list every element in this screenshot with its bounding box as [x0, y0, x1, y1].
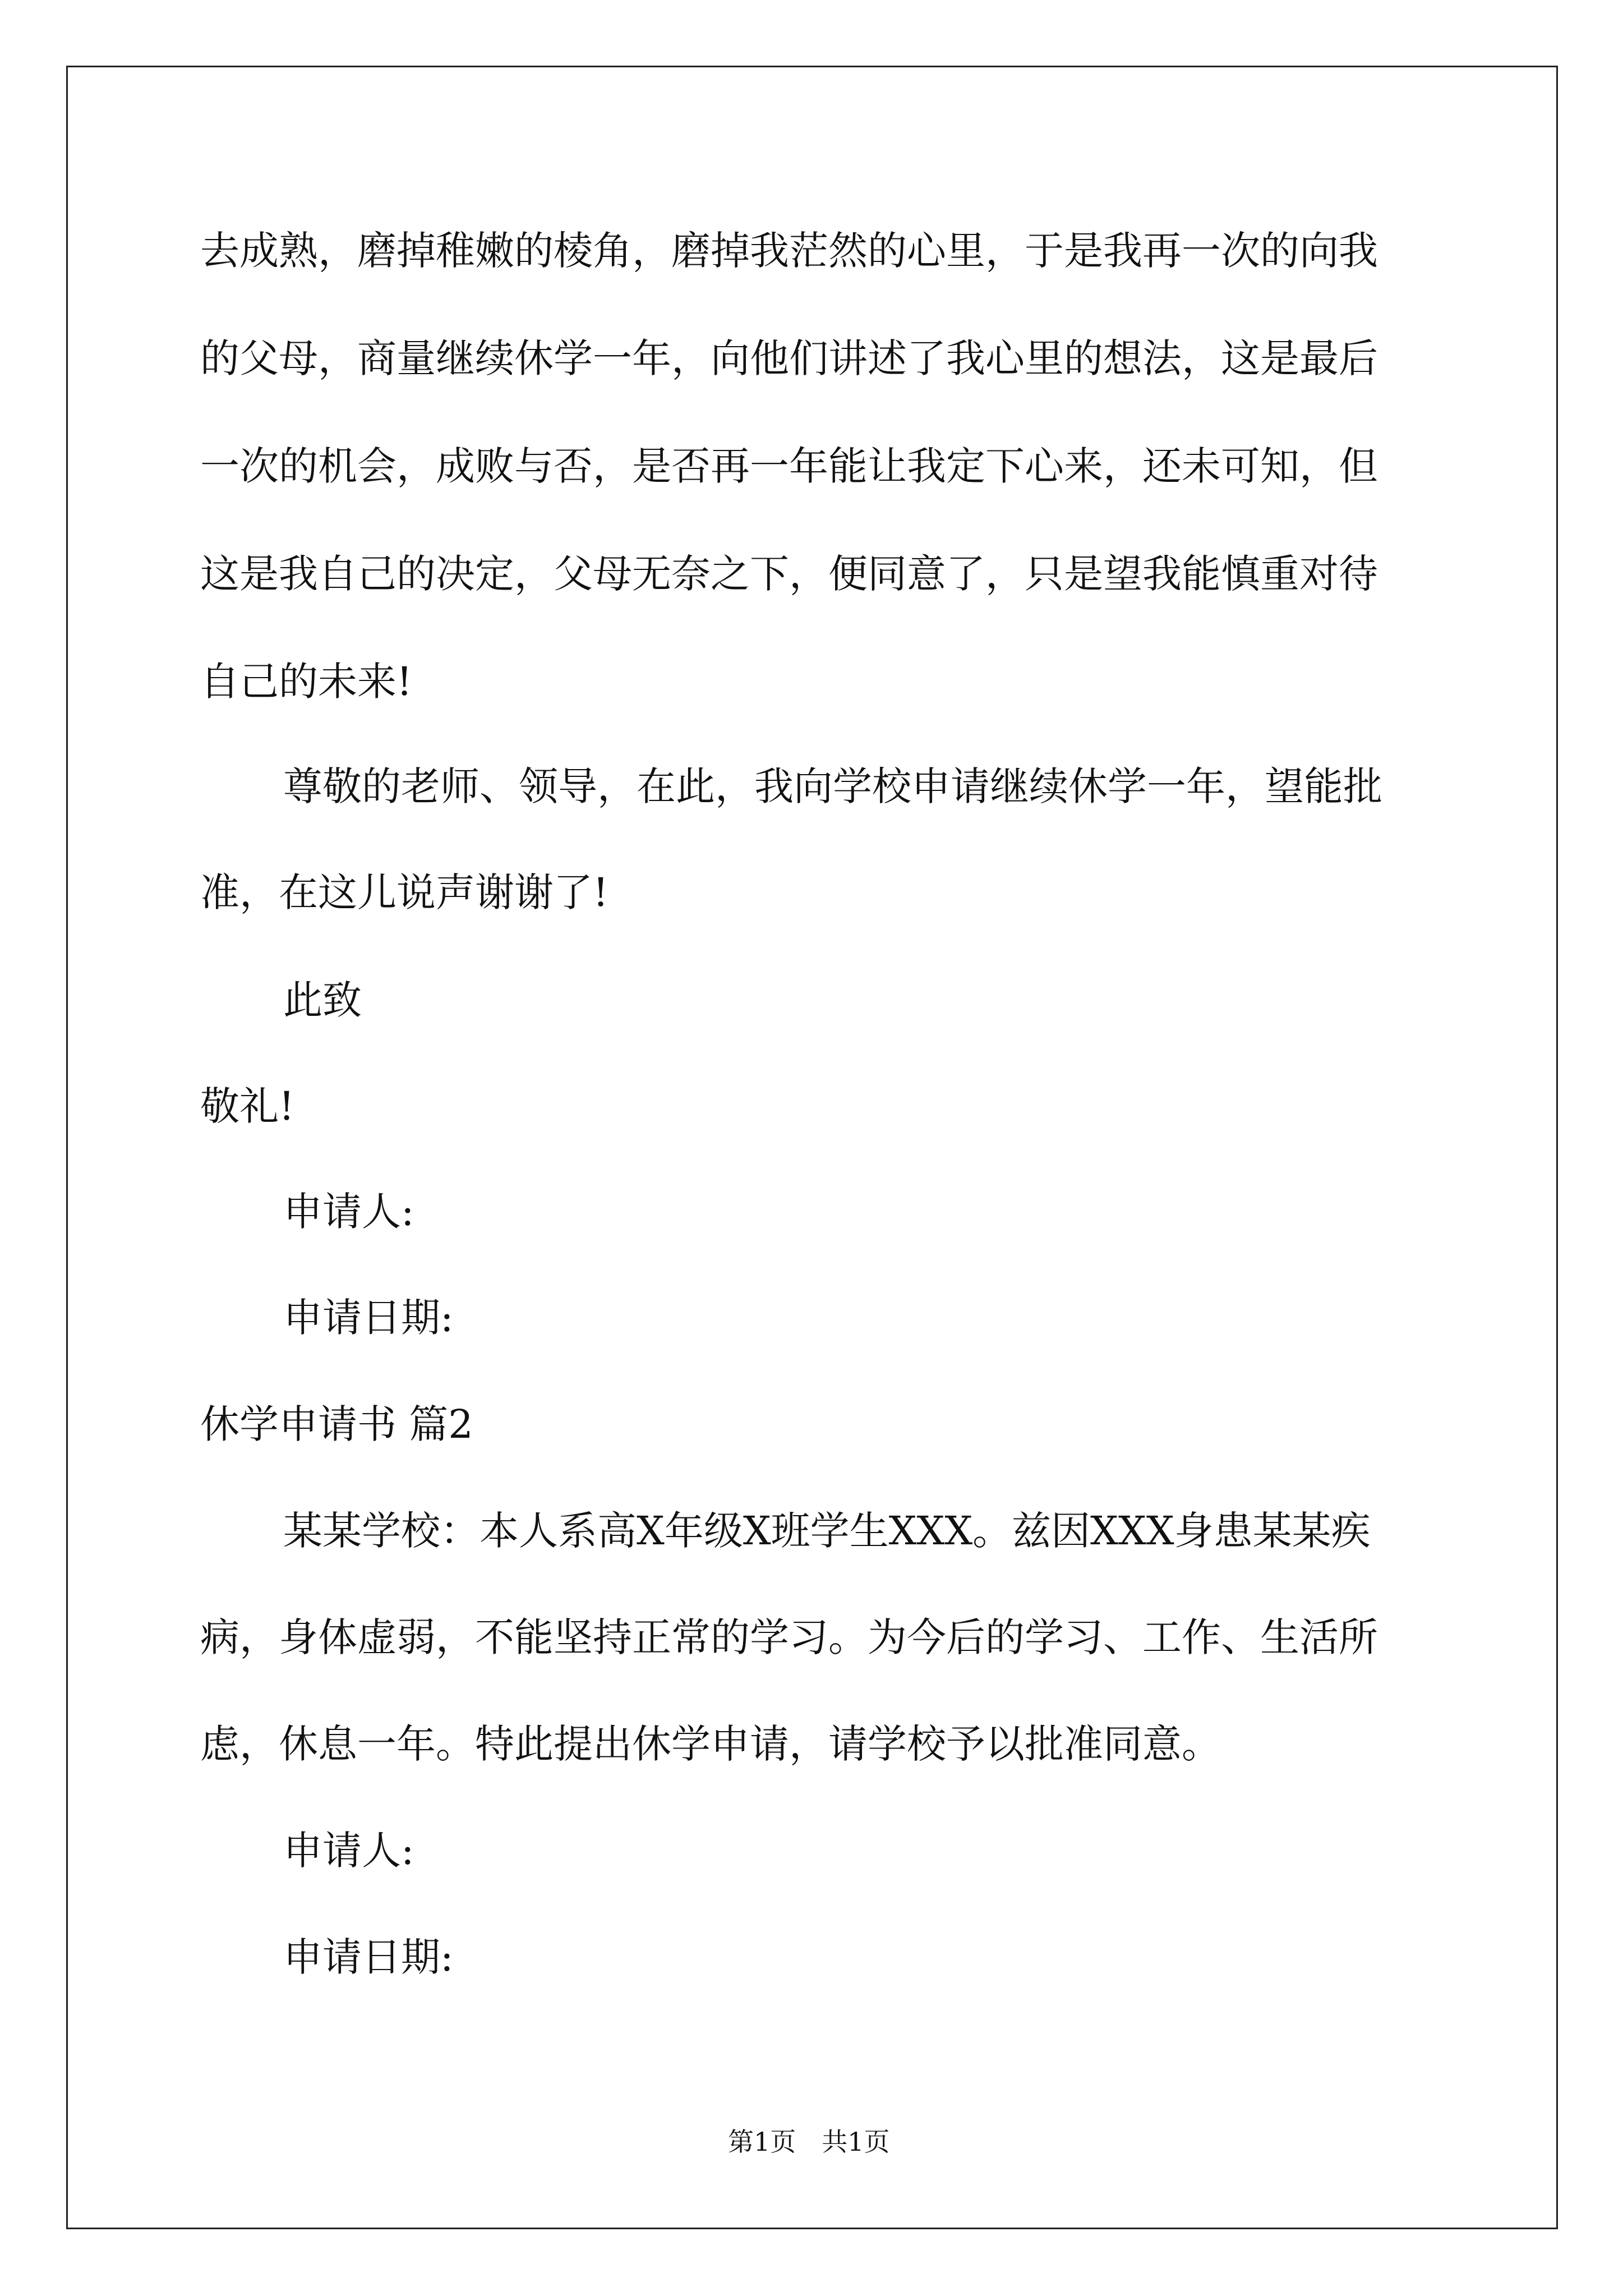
- paragraph-line: 去成熟，磨掉稚嫩的棱角，磨掉我茫然的心里，于是我再一次的向我: [200, 228, 1378, 274]
- date-label: 申请日期:: [283, 1934, 454, 1980]
- paragraph-line: 自己的未来!: [200, 659, 413, 705]
- closing-text: 此致: [283, 977, 362, 1023]
- date-label: 申请日期:: [283, 1295, 454, 1341]
- applicant-label: 申请人:: [283, 1828, 414, 1874]
- page-border: [66, 66, 1558, 2229]
- paragraph-line: 尊敬的老师、领导，在此，我向学校申请继续休学一年，望能批: [283, 763, 1382, 809]
- paragraph-line: 虑，休息一年。特此提出休学申请，请学校予以批准同意。: [200, 1721, 1221, 1767]
- paragraph-line: 某某学校：本人系高X年级X班学生XXX。兹因XXX身患某某疾: [283, 1508, 1371, 1554]
- paragraph-line: 准，在这儿说声谢谢了!: [200, 869, 609, 915]
- salute-text: 敬礼!: [200, 1083, 295, 1129]
- paragraph-line: 这是我自己的决定，父母无奈之下，便同意了，只是望我能慎重对待: [200, 551, 1378, 597]
- paragraph-line: 一次的机会，成败与否，是否再一年能让我定下心来，还未可知，但: [200, 443, 1378, 489]
- applicant-label: 申请人:: [283, 1189, 414, 1235]
- section-heading: 休学申请书 篇2: [200, 1401, 473, 1447]
- paragraph-line: 病，身体虚弱，不能坚持正常的学习。为今后的学习、工作、生活所: [200, 1614, 1378, 1660]
- page-number: 第1页 共1页: [728, 2127, 890, 2157]
- paragraph-line: 的父母，商量继续休学一年，向他们讲述了我心里的想法，这是最后: [200, 335, 1378, 381]
